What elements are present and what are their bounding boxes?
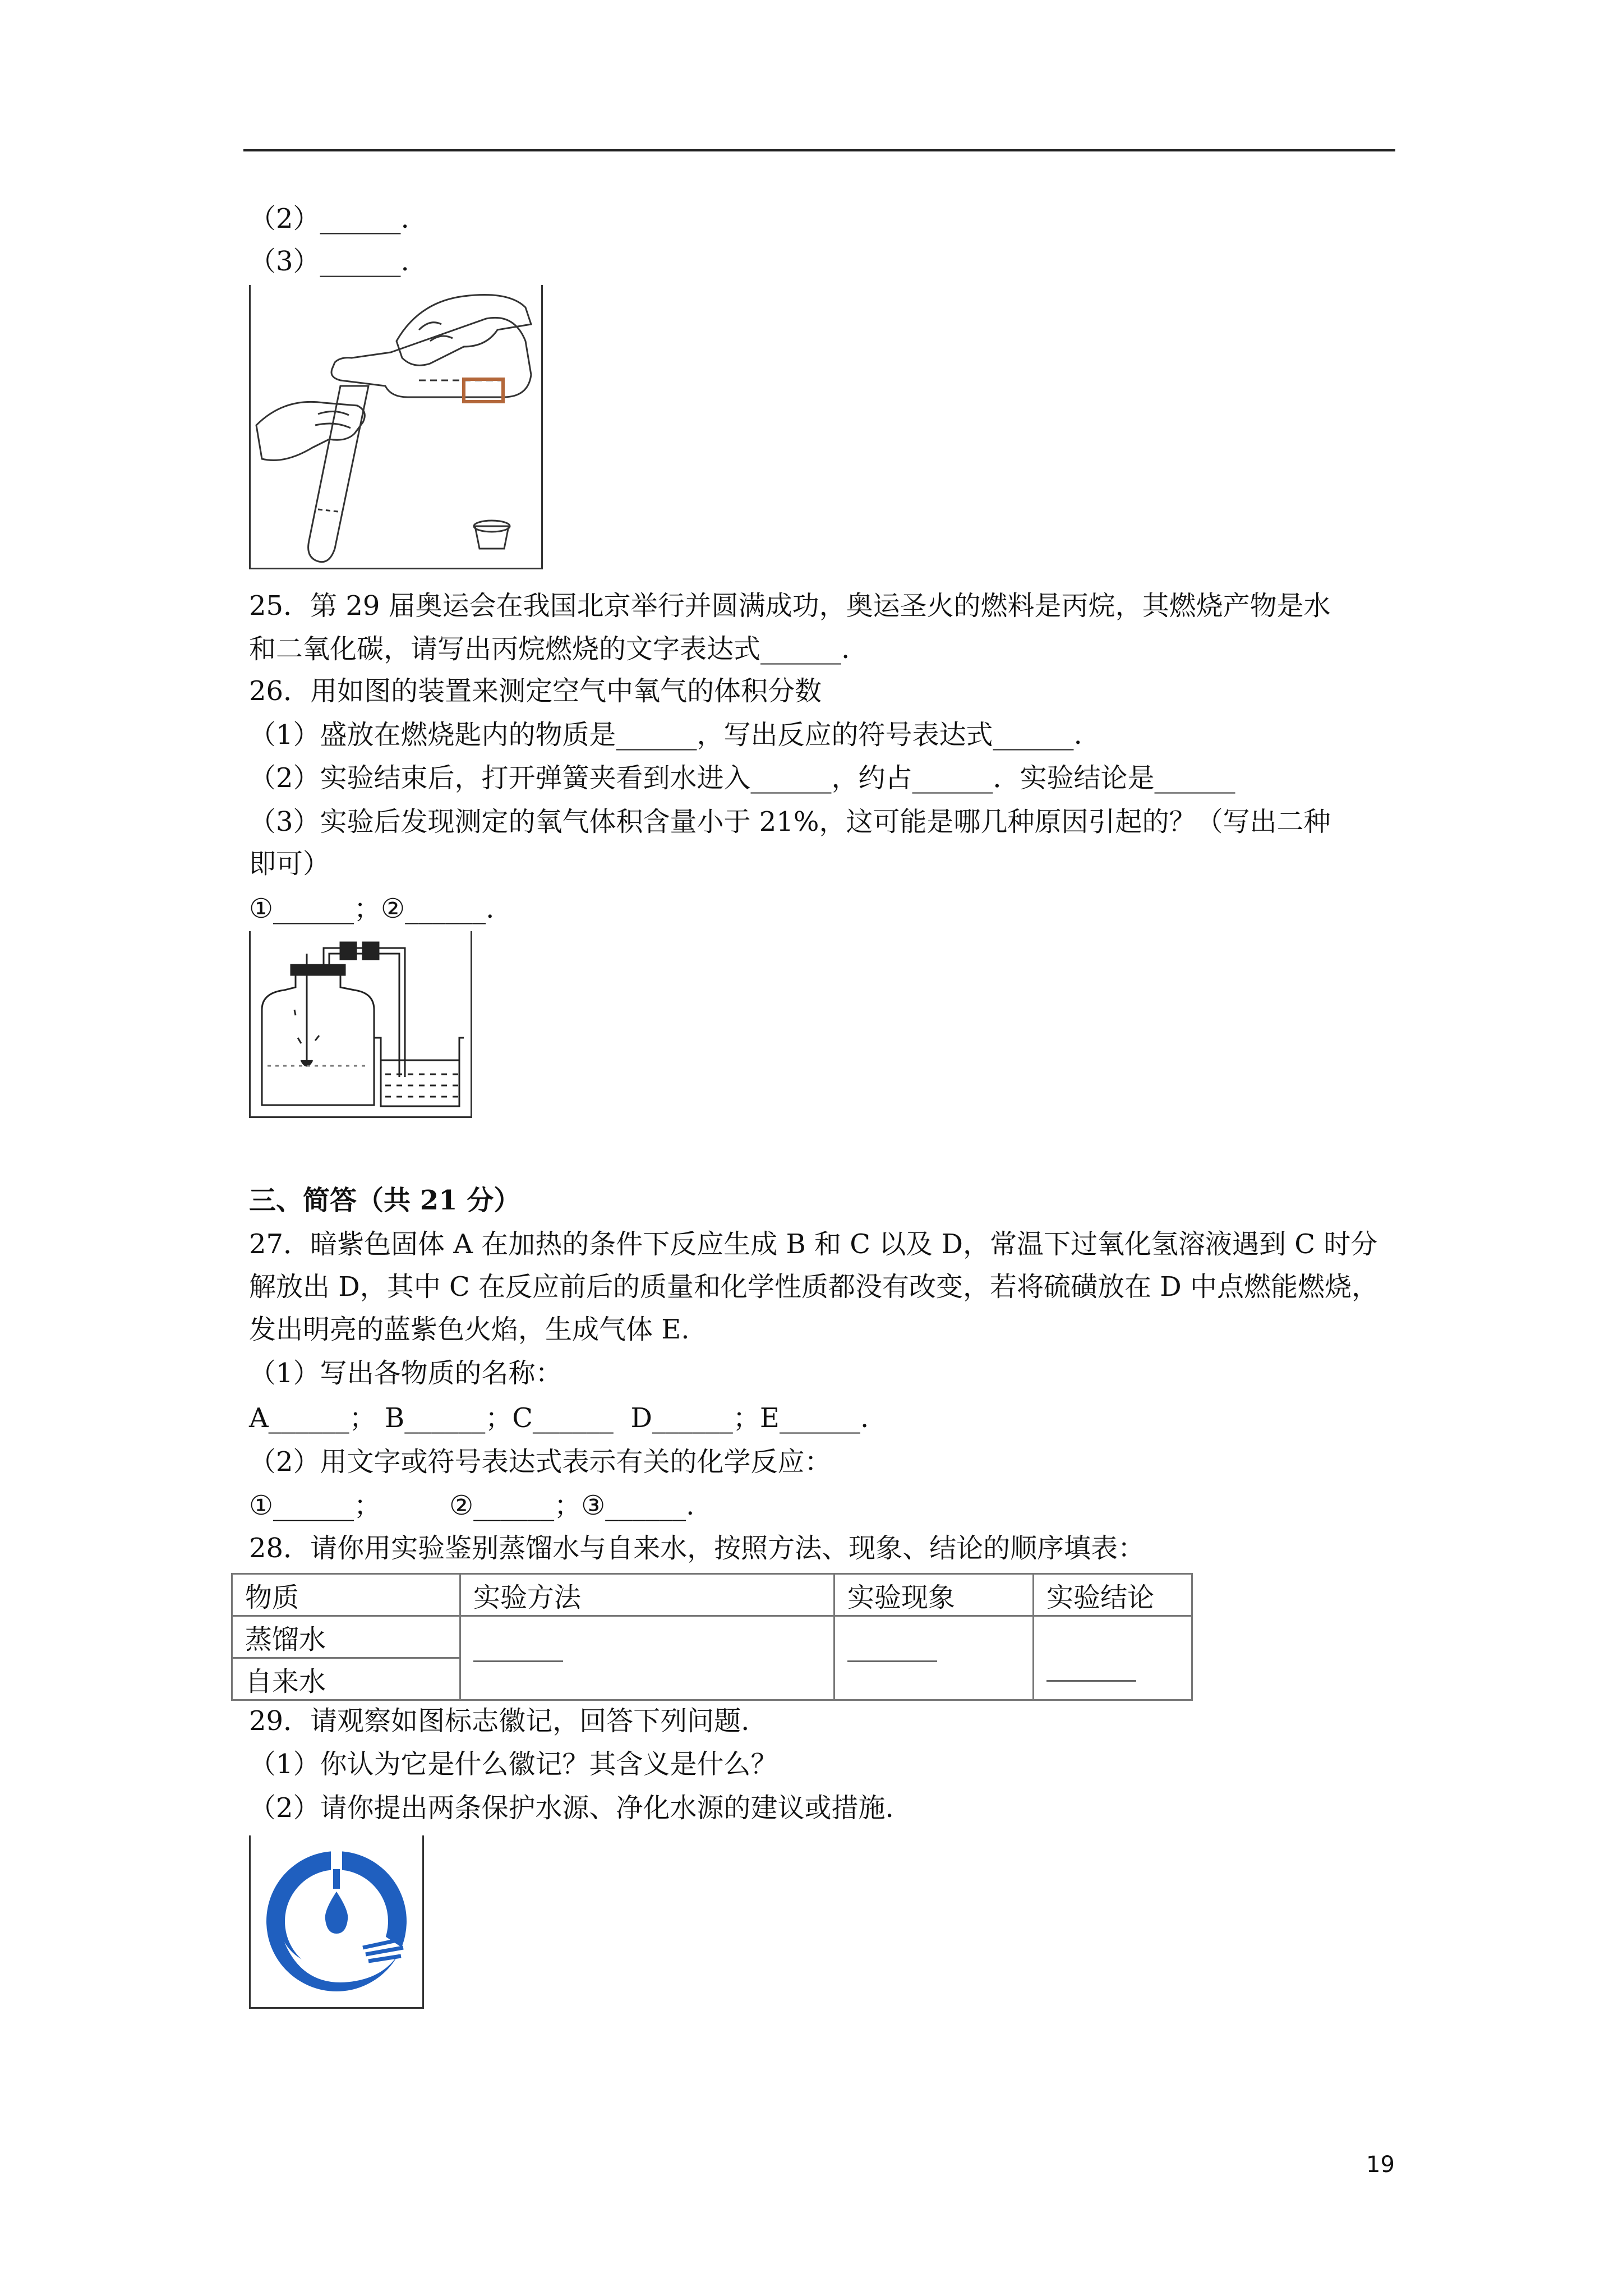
oxygen-apparatus-illustration: [251, 931, 471, 1116]
table-row: [232, 1616, 1192, 1658]
q26-line-4: ①______；②______.: [249, 893, 495, 924]
water-saving-emblem-icon: [251, 1835, 422, 2007]
water-emblem-figure: [249, 1835, 424, 2009]
table-cell-substance: 自来水: [232, 1658, 460, 1700]
q27-line-4: （1）写出各物质的名称：: [249, 1358, 562, 1389]
page-number: 19: [1366, 2152, 1395, 2178]
q29-title: 29．请观察如图标志徽记，回答下列问题.: [249, 1705, 750, 1737]
q28-title: 28．请你用实验鉴别蒸馏水与自来水，按照方法、现象、结论的顺序填表：: [249, 1533, 1145, 1564]
pouring-liquid-figure: [249, 285, 543, 569]
q29-line-1: （1）你认为它是什么徽记？其含义是什么？: [249, 1749, 778, 1780]
q24-line-3: （3）______.: [249, 246, 409, 277]
header-rule: [243, 149, 1395, 151]
table-header-cell: 实验结论: [1034, 1574, 1192, 1616]
q26-line-3a: （3）实验后发现测定的氧气体积含量小于 21%，这可能是哪几种原因引起的？（写出二种: [249, 806, 1331, 838]
table-header-cell: 实验方法: [460, 1574, 834, 1616]
section-3-title: 三、简答（共 21 分）: [249, 1185, 521, 1216]
q28-answer-table: [231, 1573, 1193, 1701]
q26-title: 26．用如图的装置来测定空气中氧气的体积分数: [249, 675, 822, 707]
q25-line-1: 25．第 29 届奥运会在我国北京举行并圆满成功，奥运圣火的燃料是丙烷，其燃烧产物是水: [249, 590, 1331, 622]
method-answer-cell: [460, 1616, 834, 1700]
q26-line-2: （2）实验结束后，打开弹簧夹看到水进入______，约占______．实验结论是______: [249, 762, 1235, 794]
q29-line-2: （2）请你提出两条保护水源、净化水源的建议或措施.: [249, 1792, 894, 1824]
q26-line-1: （1）盛放在燃烧匙内的物质是______，写出反应的符号表达式______.: [249, 719, 1082, 751]
q27-line-2: 解放出 D，其中 C 在反应前后的质量和化学性质都没有改变，若将硫磺放在 D 中点燃能燃烧，: [249, 1271, 1378, 1303]
q27-line-6: （2）用文字或符号表达式表示有关的化学反应：: [249, 1446, 832, 1478]
q25-line-2: 和二氧化碳，请写出丙烷燃烧的文字表达式______.: [249, 633, 850, 665]
answer-blank: [473, 1658, 563, 1662]
table-cell-substance: 蒸馏水: [232, 1616, 460, 1658]
q27-line-1: 27．暗紫色固体 A 在加热的条件下反应生成 B 和 C 以及 D，常温下过氧化氢溶液遇到 C 时分: [249, 1228, 1378, 1260]
answer-blank: [1046, 1678, 1136, 1682]
table-header-cell: 物质: [232, 1574, 460, 1616]
q26-line-3b: 即可）: [249, 848, 330, 880]
q27-line-5: A______； B______；C______ D______；E______.: [249, 1402, 869, 1434]
conclusion-answer-cell: [1034, 1616, 1192, 1700]
pouring-liquid-illustration: [251, 285, 541, 568]
phenomenon-answer-cell: [834, 1616, 1034, 1700]
q27-line-3: 发出明亮的蓝紫色火焰，生成气体 E.: [249, 1314, 690, 1345]
q27-line-7: ①______； ②______；③______.: [249, 1490, 695, 1521]
q24-line-2: （2）______.: [249, 203, 409, 234]
table-header-row: [232, 1574, 1192, 1616]
answer-blank: [847, 1658, 937, 1662]
table-header-cell: 实验现象: [834, 1574, 1034, 1616]
oxygen-apparatus-figure: [249, 931, 472, 1118]
